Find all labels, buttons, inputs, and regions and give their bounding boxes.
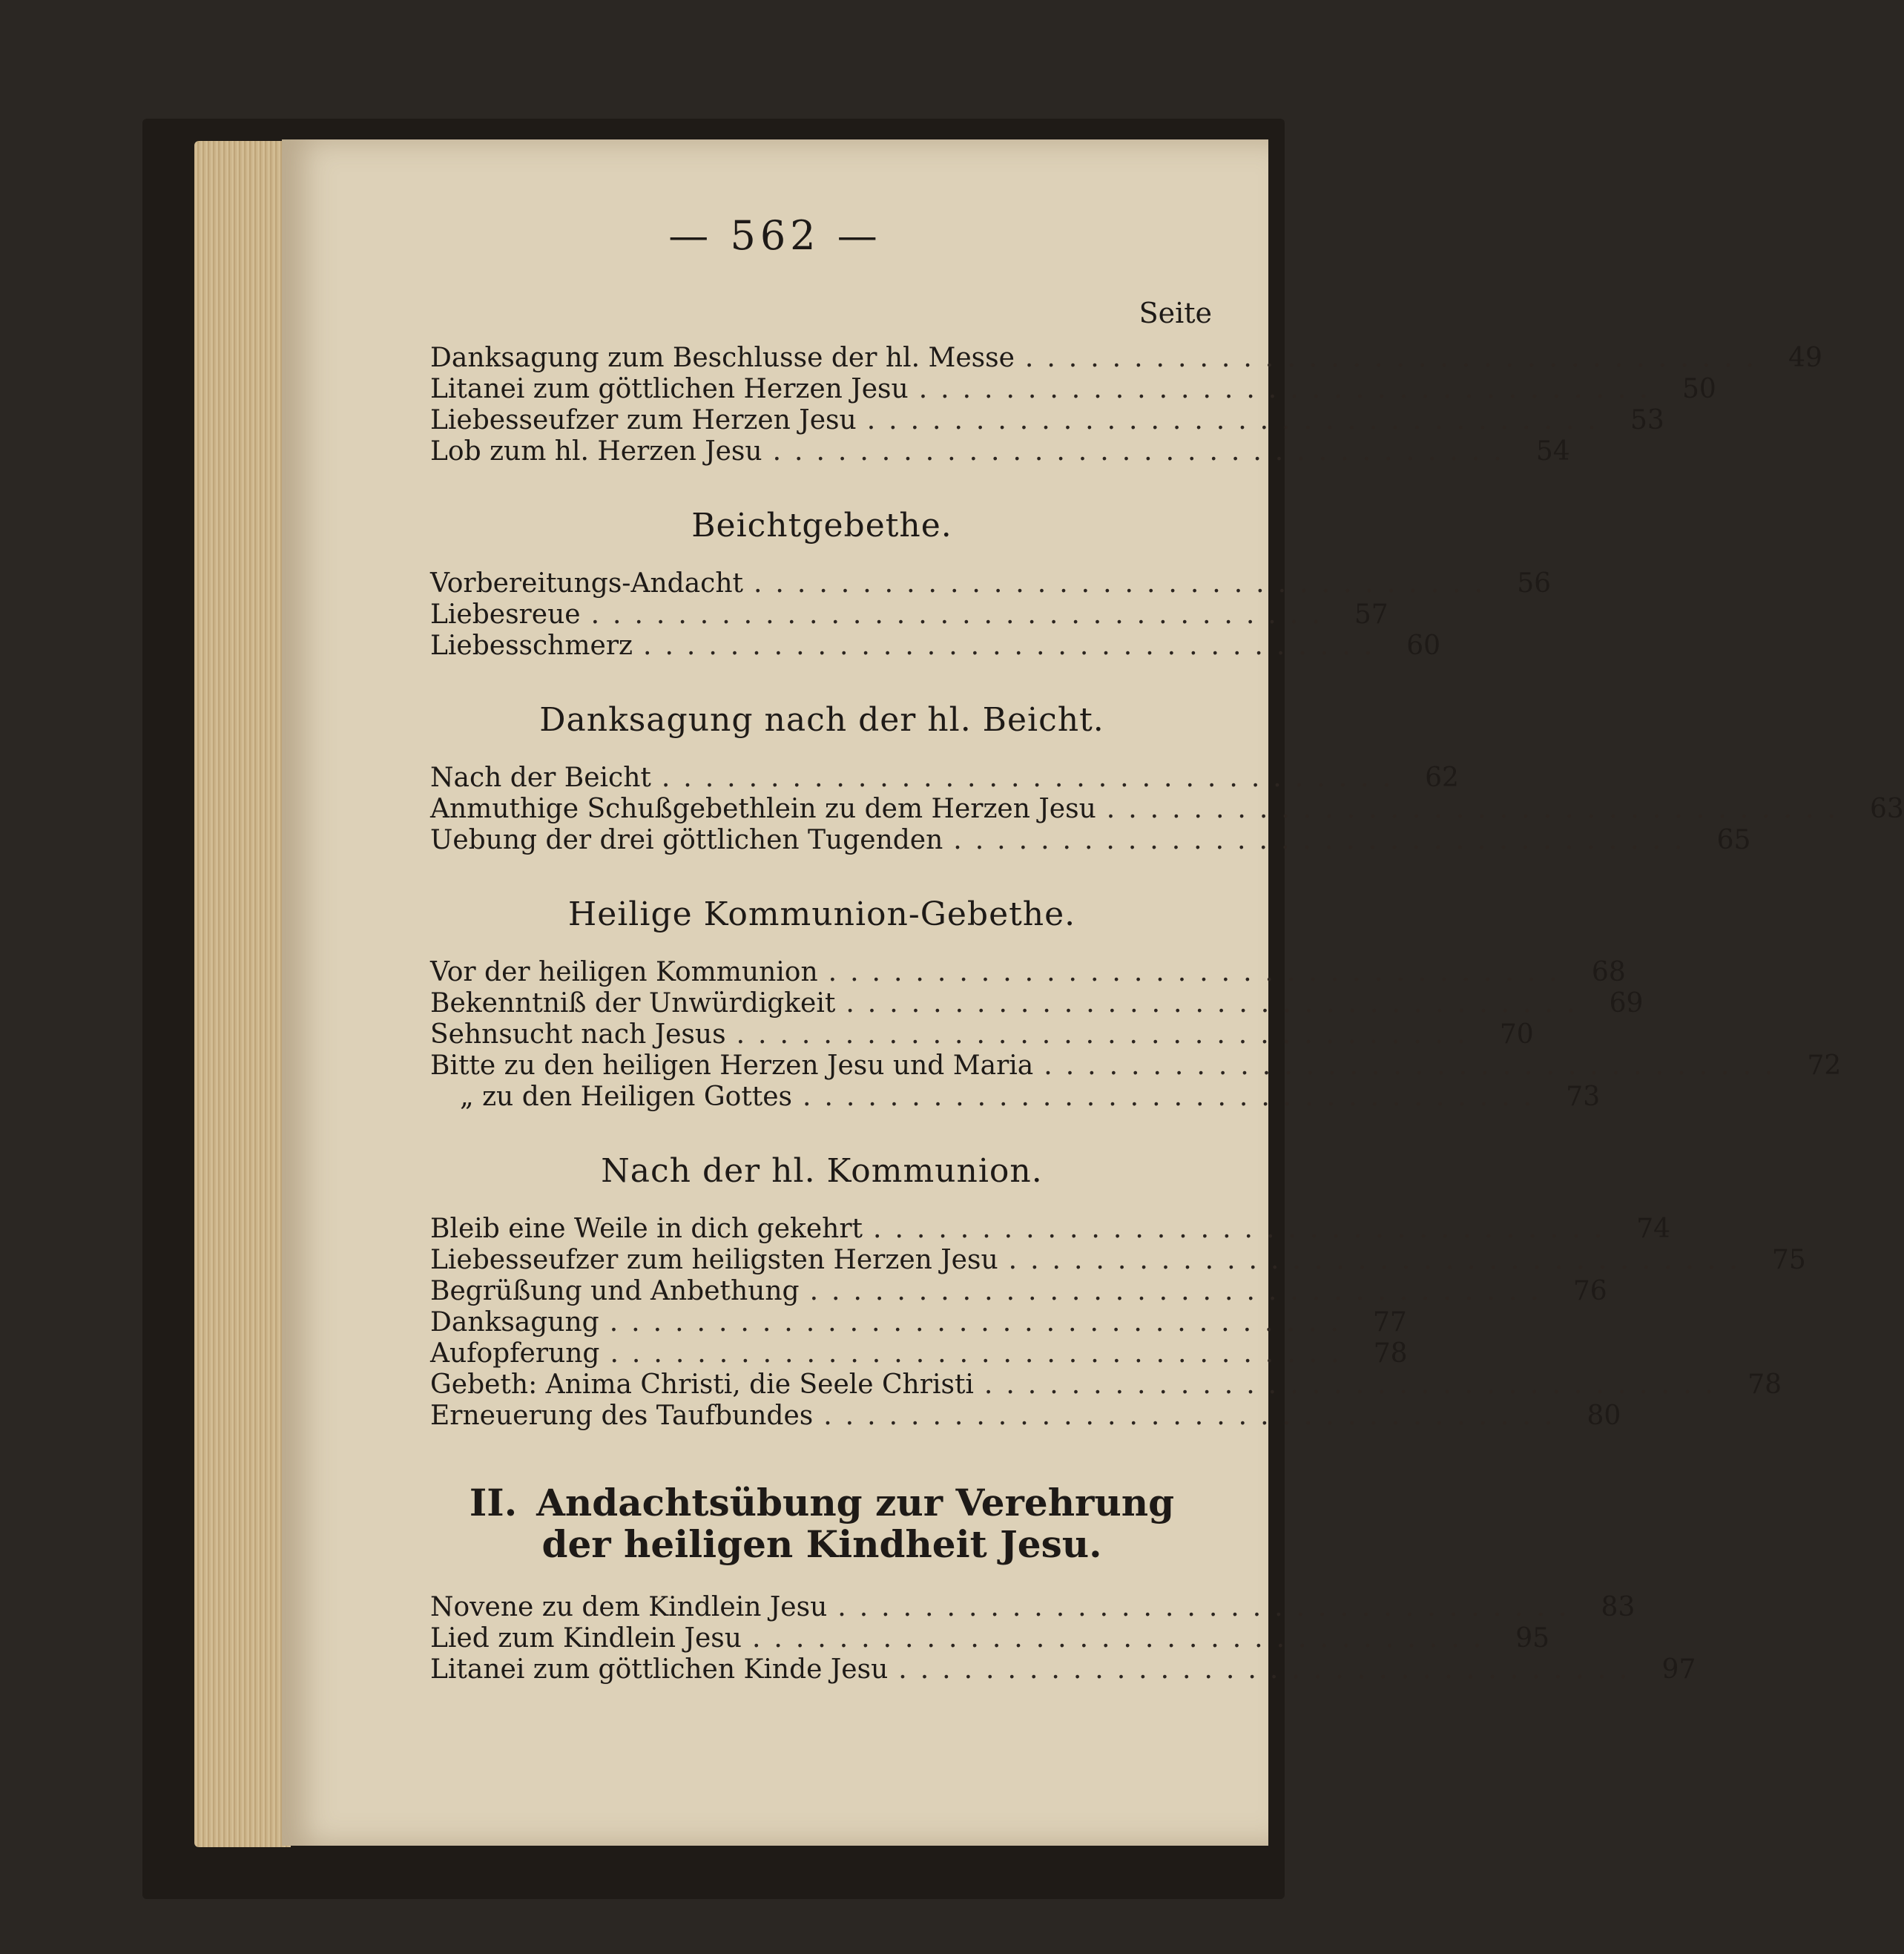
toc-entry: Nach der Beicht .................................. 62: [430, 763, 1459, 793]
toc-entry: Novene zu dem Kindlein Jesu .................................. 83: [430, 1592, 1635, 1622]
toc-section-mass: [430, 343, 1822, 467]
toc-entry: Erneuerung des Taufbundes .................................. 80: [430, 1401, 1621, 1431]
toc-entry: Liebesreue .................................. 57: [430, 599, 1389, 630]
toc-entry: Vor der heiligen Kommunion .................................. 68: [430, 957, 1626, 987]
book-page: [282, 139, 1904, 1846]
section-heading: Heilige Kommunion-Gebethe.: [567, 895, 1076, 933]
toc-section-after-communion: [430, 1145, 1806, 1432]
column-header-seite: Seite: [1139, 297, 1212, 329]
toc-entry: Liebesseufzer zum Herzen Jesu .................................. 53: [430, 405, 1664, 435]
toc-entry: Bitte zu den heiligen Herzen Jesu und Maria .................................. 72: [430, 1050, 1842, 1081]
toc-entry: Danksagung zum Beschlusse der hl. Messe .................................. 49: [430, 343, 1822, 373]
toc-entry: Gebeth: Anima Christi, die Seele Christi .................................. 78: [430, 1369, 1782, 1400]
toc-entry: Lied zum Kindlein Jesu .................................. 95: [430, 1623, 1550, 1654]
toc-entry: Sehnsucht nach Jesus .................................. 70: [430, 1019, 1534, 1050]
part-title-line1: Andachtsübung zur Verehrung: [536, 1481, 1175, 1524]
toc-entry: Bekenntniß der Unwürdigkeit .................................. 69: [430, 988, 1644, 1019]
toc-entry: Begrüßung und Anbethung .................................. 76: [430, 1276, 1607, 1306]
toc-section-communion-prayers: [430, 889, 1842, 1113]
toc-entry: Aufopferung .................................. 78: [430, 1338, 1408, 1369]
toc-entry: Lob zum hl. Herzen Jesu .................................. 54: [430, 436, 1570, 467]
toc-entry: Vorbereitungs-Andacht .................................. 56: [430, 568, 1552, 599]
toc-entry: Anmuthige Schußgebethlein zu dem Herzen Jesu .................................. 63: [430, 794, 1904, 824]
part-heading: [430, 1482, 1213, 1565]
toc-entry: Litanei zum göttlichen Kinde Jesu .................................. 97: [430, 1654, 1696, 1685]
page-number: — 562 —: [668, 212, 882, 259]
toc-entry: Bleib eine Weile in dich gekehrt .................................. 74: [430, 1214, 1671, 1244]
page-edges: [194, 141, 291, 1847]
section-heading: Danksagung nach der hl. Beicht.: [539, 701, 1104, 739]
toc-part-two: [430, 1481, 1696, 1685]
part-title-line2: der heiligen Kindheit Jesu.: [541, 1522, 1102, 1566]
toc-entry: Litanei zum göttlichen Herzen Jesu .................................. 50: [430, 374, 1716, 404]
toc-entry: Liebesschmerz .................................. 60: [430, 631, 1441, 661]
toc-section-thanks-after-confession: [430, 694, 1904, 856]
part-numeral: II.: [469, 1481, 518, 1524]
section-heading: Beichtgebethe.: [691, 507, 952, 545]
toc-entry: Uebung der drei göttlichen Tugenden .................................. 65: [430, 825, 1751, 855]
toc-entry: „ zu den Heiligen Gottes .................................. 73: [460, 1082, 1601, 1112]
toc-section-confession-prayers: [430, 500, 1552, 662]
toc-entry: Liebesseufzer zum heiligsten Herzen Jesu .................................. 75: [430, 1245, 1806, 1275]
section-heading: Nach der hl. Kommunion.: [601, 1152, 1043, 1190]
toc-entry: Danksagung .................................. 77: [430, 1307, 1407, 1338]
